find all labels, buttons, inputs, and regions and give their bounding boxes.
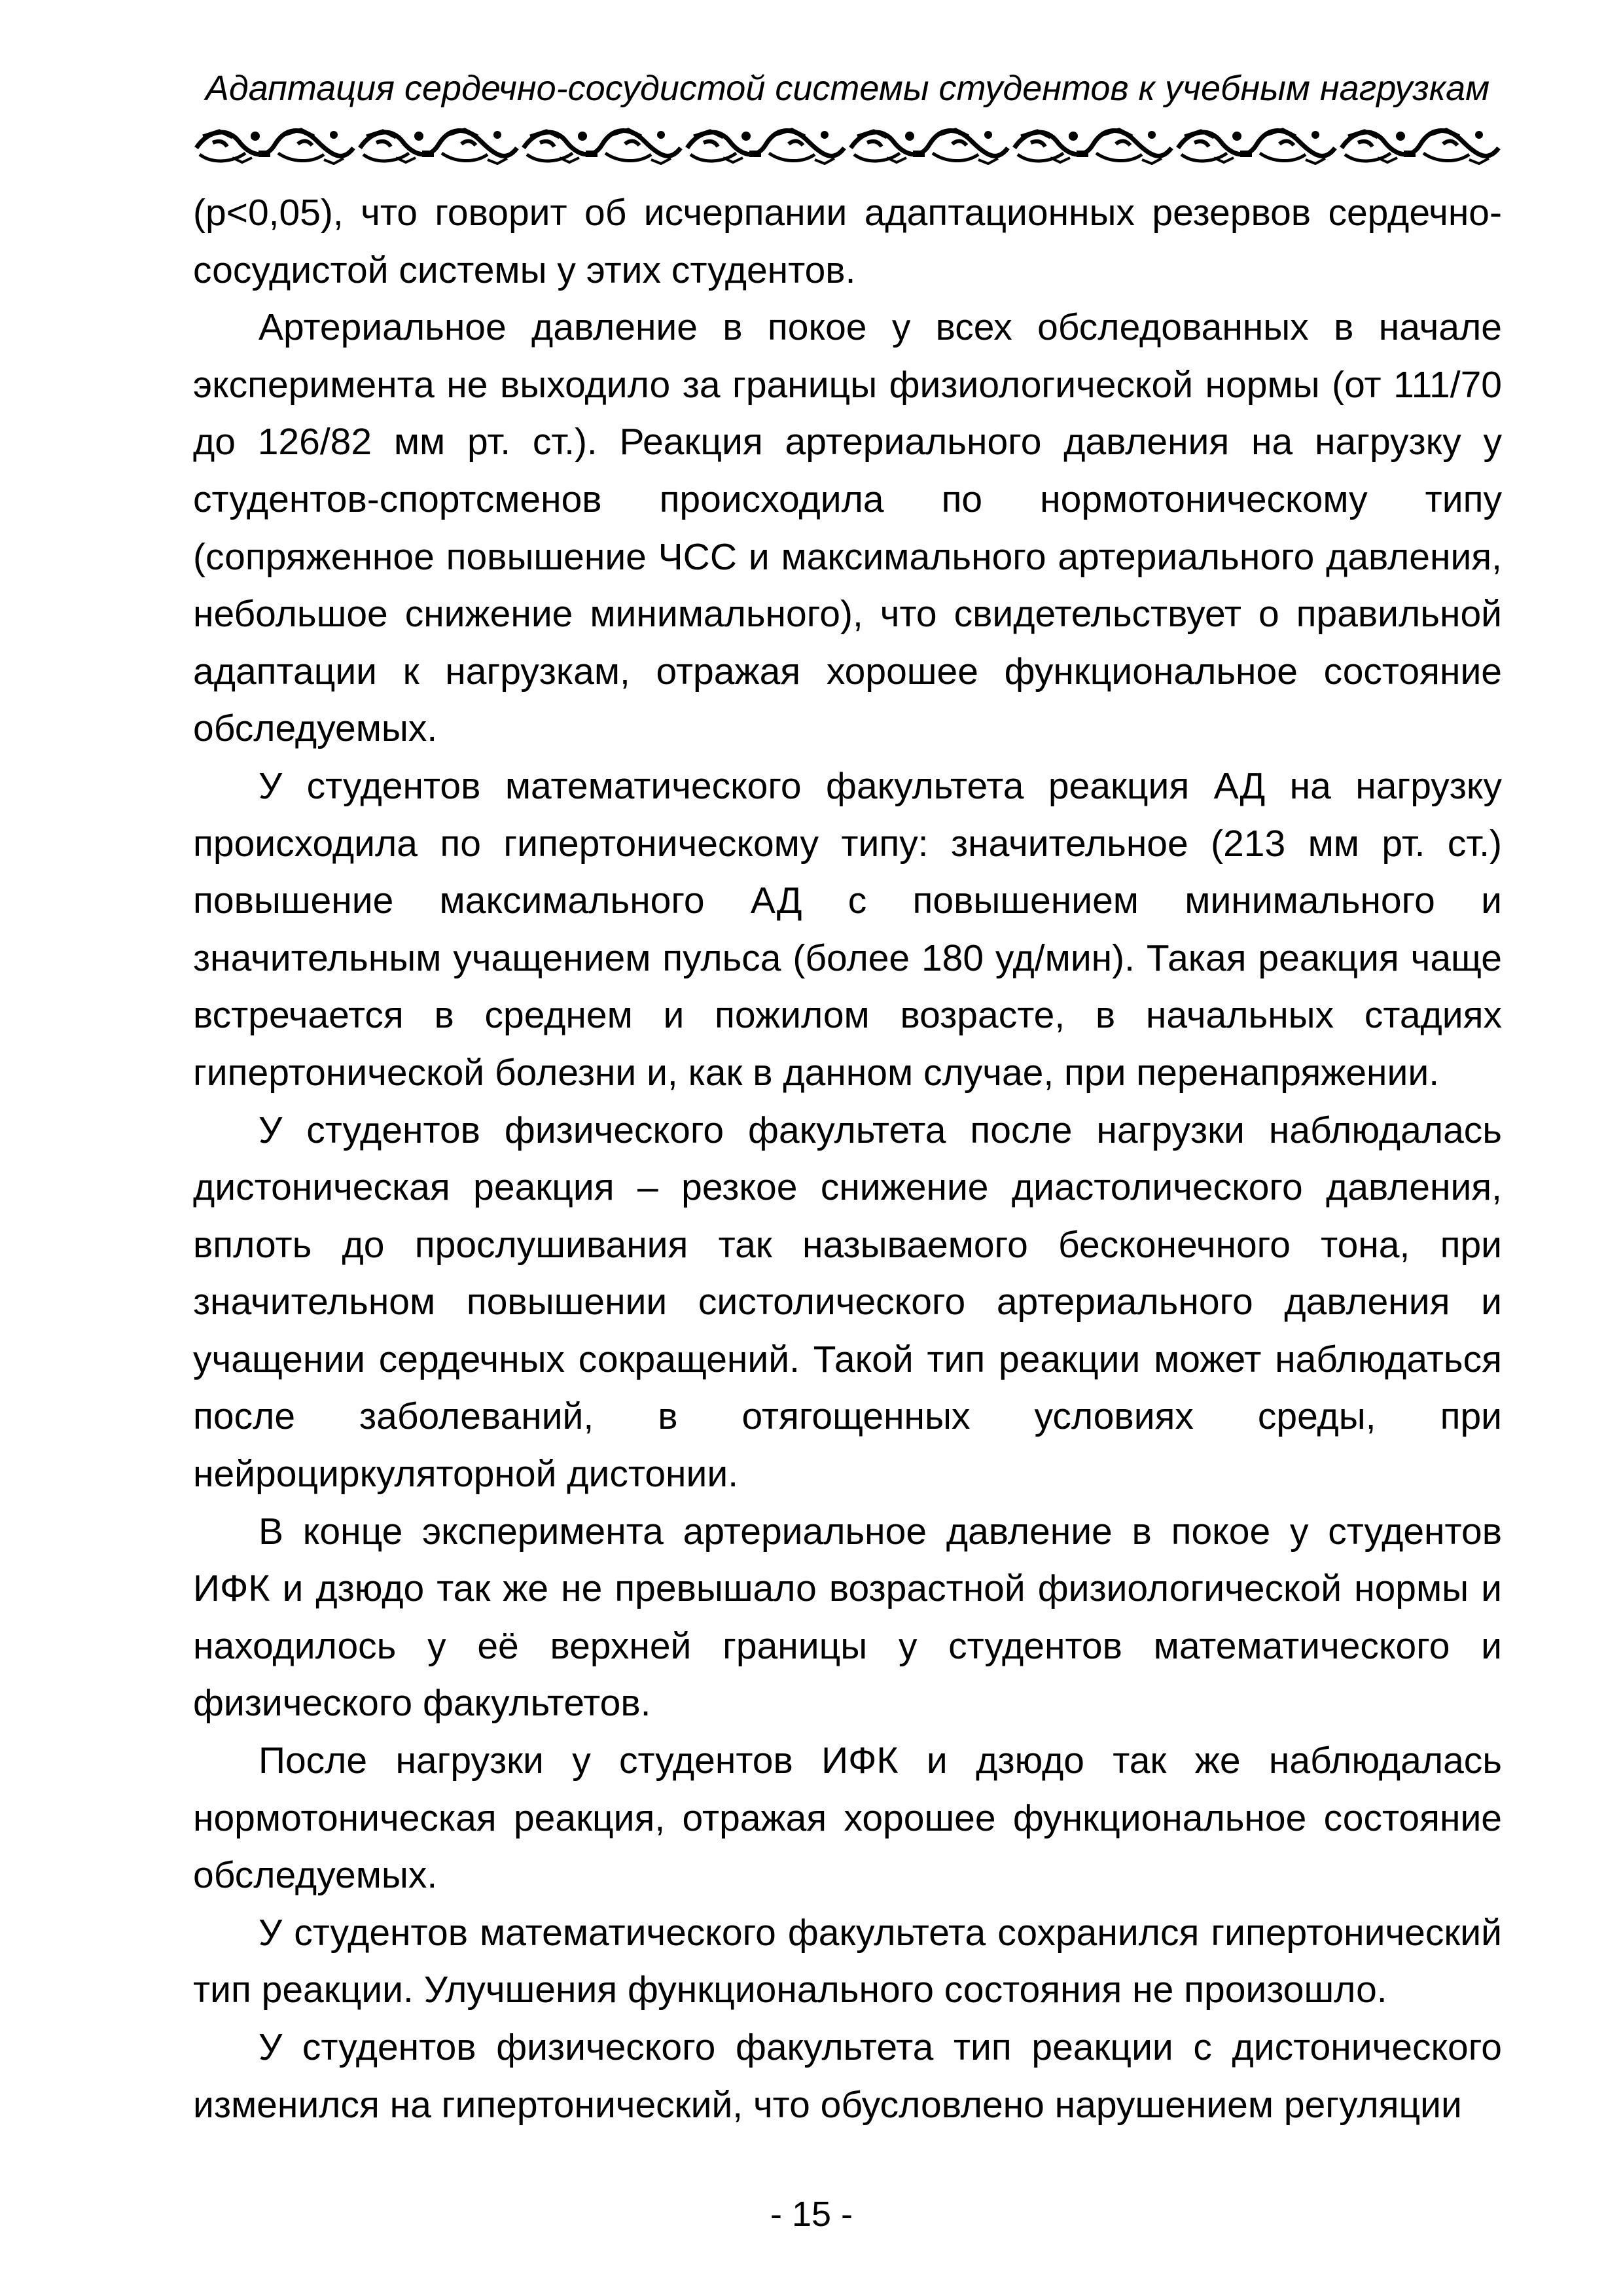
paragraph: Артериальное давление в покое у всех обследованных в начале эксперимента не выходило за границы физиологической нормы (от 111/70 до 126/82 мм рт. ст.). Реакция артериального давления на нагрузку у студентов-спортсменов происходила по нормотоническому типу (сопряженное повышение ЧСС и максимального артериального давления, небольшое снижение минимального), что свидетельствует о правильной адаптации к нагрузкам, отражая хорошее функциональное состояние обследуемых. bbox=[193, 306, 1502, 750]
body-text bbox=[193, 185, 1502, 2134]
decorative-border-icon bbox=[193, 122, 1502, 168]
page-number: - 15 - bbox=[770, 2195, 853, 2234]
running-header-title: Адаптация сердечно-сосудистой системы студентов к учебным нагрузкам bbox=[205, 69, 1490, 108]
paragraph: У студентов физического факультета тип реакции с дистонического изменился на гипертонический, что обусловлено нарушением регуляции bbox=[193, 2026, 1502, 2126]
paragraph: У студентов математического факультета сохранился гипертонический тип реакции. Улучшения функционального состояния не произошло. bbox=[193, 1911, 1502, 2011]
paragraph: В конце эксперимента артериальное давление в покое у студентов ИФК и дзюдо так же не превышало возрастной физиологической нормы и находилось у её верхней границы у студентов математического и физического факультетов. bbox=[193, 1510, 1502, 1725]
paragraph: После нагрузки у студентов ИФК и дзюдо так же наблюдалась нормотоническая реакция, отражая хорошее функциональное состояние обследуемых. bbox=[193, 1740, 1502, 1897]
paragraph: У студентов физического факультета после нагрузки наблюдалась дистоническая реакция – резкое снижение диастолического давления, вплоть до прослушивания так называемого бесконечного тона, при значительном повышении систолического артериального давления и учащении сердечных сокращений. Такой тип реакции может наблюдаться после заболеваний, в отягощенных условиях среды, при нейроциркуляторной дистонии. bbox=[193, 1109, 1502, 1496]
paragraph: (р<0,05), что говорит об исчерпании адаптационных резервов сердечно-сосудистой системы у этих студентов. bbox=[193, 192, 1502, 291]
paragraph: У студентов математического факультета реакция АД на нагрузку происходила по гипертоническому типу: значительное (213 мм рт. ст.) повышение максимального АД с повышением минимального и значительным учащением пульса (более 180 уд/мин). Такая реакция чаще встречается в среднем и пожилом возрасте, в начальных стадиях гипертонической болезни и, как в данном случае, при перенапряжении. bbox=[193, 764, 1502, 1094]
